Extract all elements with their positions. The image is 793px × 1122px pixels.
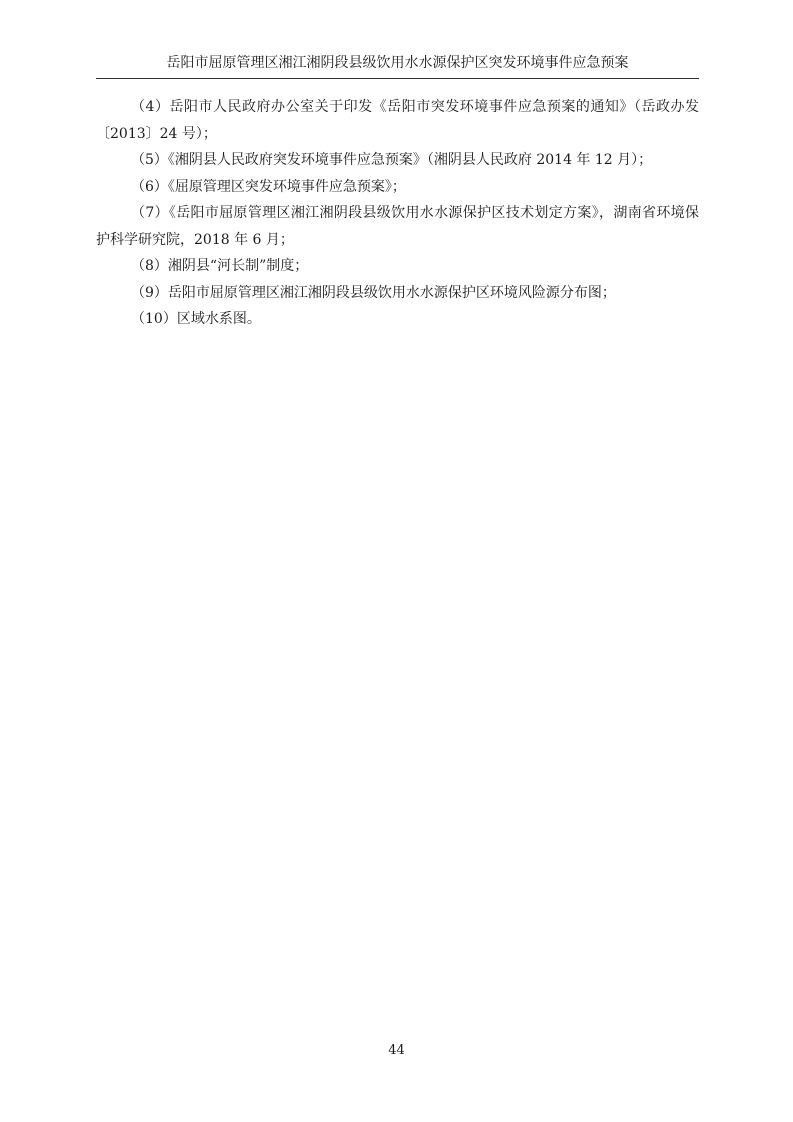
reference-item-9: （9）岳阳市屈原管理区湘江湘阴段县级饮用水水源保护区环境风险源分布图； — [131, 284, 616, 301]
reference-item-5: （5）《湘阴县人民政府突发环境事件应急预案》（湘阴县人民政府 2014 年 12 月）； — [131, 152, 653, 168]
reference-item-10: （10）区域水系图。 — [131, 311, 261, 327]
reference-list — [96, 94, 699, 333]
reference-item-7: （7）《岳阳市屈原管理区湘江湘阴段县级饮用水水源保护区技术划定方案》，湖南省环境保护科学研究院，2018 年 6 月； — [96, 205, 699, 248]
running-header: 岳阳市屈原管理区湘江湘阴段县级饮用水水源保护区突发环境事件应急预案 — [166, 55, 629, 71]
page-number: 44 — [388, 1043, 405, 1058]
reference-item-4: （4）岳阳市人民政府办公室关于印发《岳阳市突发环境事件应急预案的通知》（岳政办发〔2013〕24 号）； — [96, 99, 699, 142]
reference-item-6: （6）《屈原管理区突发环境事件应急预案》； — [131, 178, 406, 195]
header-divider — [96, 78, 699, 79]
reference-item-8: （8）湘阴县“河长制”制度； — [131, 258, 309, 274]
